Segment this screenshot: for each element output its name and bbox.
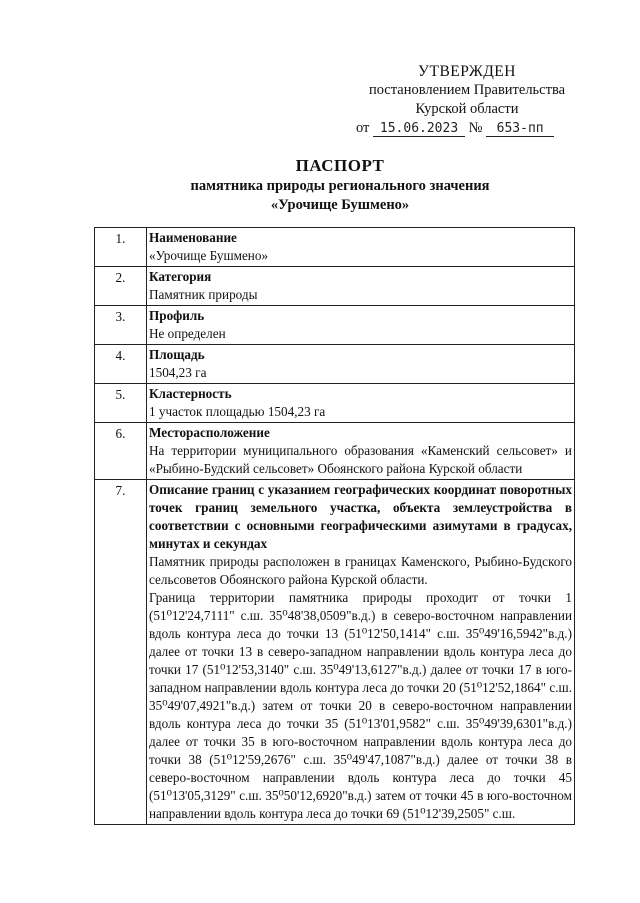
table-row bbox=[95, 345, 575, 384]
approval-date-line bbox=[352, 119, 582, 138]
number-value: 653-пп bbox=[486, 121, 554, 137]
row-text: 1 участок площадью 1504,23 га bbox=[149, 404, 326, 419]
approval-title: УТВЕРЖДЕН bbox=[418, 63, 516, 80]
row-heading: Профиль bbox=[149, 308, 205, 323]
row-text: Граница территории памятника природы проходит от точки 1 (51⁰12'24,7111" с.ш. 35⁰48'38,0509"в.д.) в северо-восточном направлении вдоль контура леса до точки 13 (51⁰12'50,1414" с.ш. 35⁰49'16,5942"в.д.) далее от точки 13 в северо-западном направлении вдоль контура леса до точки 17 (51⁰12'53,3140" с.ш. 35⁰49'13,6127"в.д.) далее от точки 17 в юго-западном направлении вдоль контура леса до точки 20 (51⁰12'52,1864" с.ш. 35⁰49'07,4921"в.д.) затем от точки 20 в северо-восточном направлении вдоль контура леса до точки 35 (51⁰13'01,9582" с.ш. 35⁰49'39,6301"в.д.) далее от точки 35 в юго-восточном направлении вдоль контура леса до точки 38 (51⁰12'59,2676" с.ш. 35⁰49'47,1087"в.д.) далее от точки 38 в северо-восточном направлении вдоль контура леса до точки 45 (51⁰13'05,3129" с.ш. 35⁰50'12,6920"в.д.) затем от точки 45 в юго-восточном направлении вдоль контура леса до точки 69 (51⁰12'39,2505" с.ш. bbox=[149, 590, 572, 821]
row-text: Памятник природы bbox=[149, 287, 258, 302]
table-row bbox=[95, 423, 575, 480]
date-value: 15.06.2023 bbox=[373, 121, 465, 137]
row-heading: Площадь bbox=[149, 347, 205, 362]
date-prefix: от bbox=[356, 120, 370, 136]
row-content bbox=[147, 384, 575, 423]
row-number: 6. bbox=[95, 423, 147, 480]
row-number: 4. bbox=[95, 345, 147, 384]
passport-table-body bbox=[95, 228, 575, 825]
passport-table bbox=[94, 227, 575, 825]
row-number: 5. bbox=[95, 384, 147, 423]
approval-line3: Курской области bbox=[415, 101, 519, 117]
row-content bbox=[147, 267, 575, 306]
approval-line2: постановлением Правительства bbox=[368, 82, 566, 98]
row-text: 1504,23 га bbox=[149, 365, 207, 380]
row-heading: Наименование bbox=[149, 230, 237, 245]
row-number: 3. bbox=[95, 306, 147, 345]
table-row bbox=[95, 480, 575, 825]
row-content bbox=[147, 423, 575, 480]
row-text: Памятник природы расположен в границах Каменского, Рыбино-Будского сельсоветов Обоянского района Курской области. bbox=[149, 554, 572, 587]
row-heading: Категория bbox=[149, 269, 212, 284]
document-title-block bbox=[120, 156, 560, 215]
row-content bbox=[147, 228, 575, 267]
document-object-name: «Урочище Бушмено» bbox=[270, 197, 410, 213]
row-heading: Описание границ с указанием географических координат поворотных точек границ земельного участка, объекта землеустройства в соответствии с основными географическими азимутами в градусах, минутах и секундах bbox=[149, 482, 572, 551]
row-content bbox=[147, 480, 575, 825]
table-row bbox=[95, 228, 575, 267]
row-heading: Месторасположение bbox=[149, 425, 270, 440]
table-row bbox=[95, 384, 575, 423]
document-title: ПАСПОРТ bbox=[295, 156, 385, 175]
row-number: 2. bbox=[95, 267, 147, 306]
row-number: 7. bbox=[95, 480, 147, 825]
row-content bbox=[147, 306, 575, 345]
number-prefix: № bbox=[468, 120, 483, 136]
row-number: 1. bbox=[95, 228, 147, 267]
row-text: «Урочище Бушмено» bbox=[149, 248, 269, 263]
row-heading: Кластерность bbox=[149, 386, 232, 401]
row-text: Не определен bbox=[149, 326, 226, 341]
table-row bbox=[95, 267, 575, 306]
row-text: На территории муниципального образования «Каменский сельсовет» и «Рыбино-Будский сельсовет» Обоянского района Курской области bbox=[149, 443, 572, 476]
table-row bbox=[95, 306, 575, 345]
approval-block bbox=[352, 62, 582, 138]
document-subtitle: памятника природы регионального значения bbox=[190, 178, 490, 194]
row-content bbox=[147, 345, 575, 384]
